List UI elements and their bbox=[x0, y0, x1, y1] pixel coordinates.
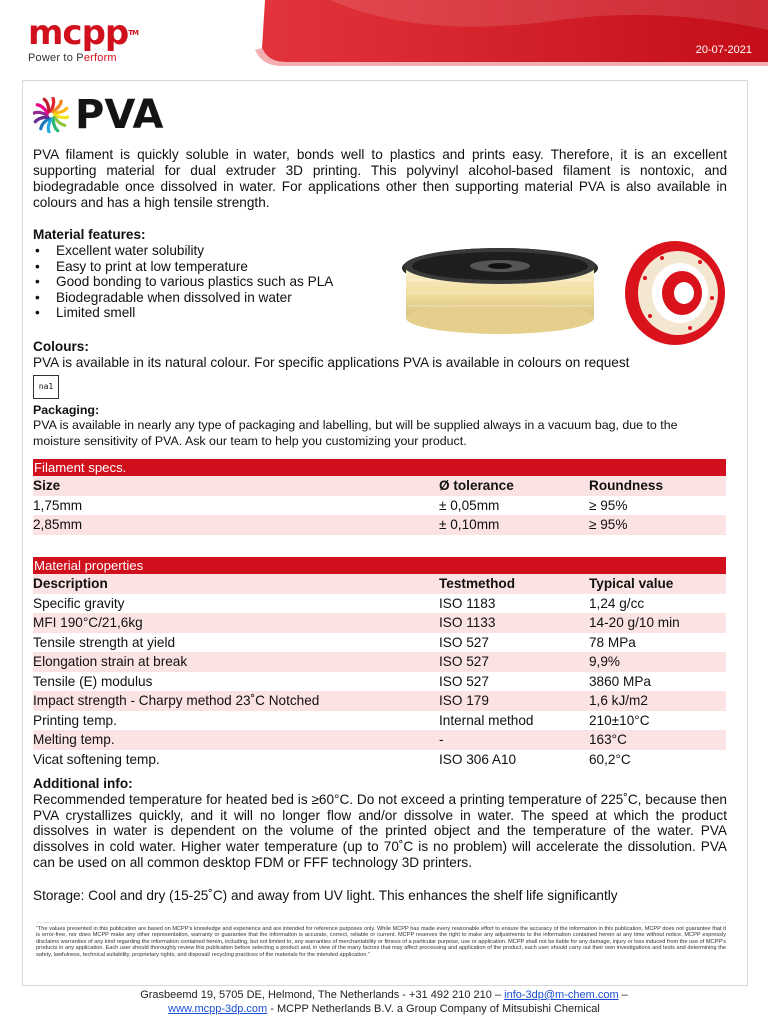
table-row bbox=[33, 515, 726, 535]
packaging-heading: Packaging: bbox=[33, 403, 100, 417]
list-item: • Excellent water solubility bbox=[33, 243, 413, 259]
column-header: Ø tolerance bbox=[439, 478, 514, 493]
table-cell: 60,2°C bbox=[589, 751, 631, 767]
table-cell: 163°C bbox=[589, 732, 627, 747]
logo-tagline: Power to Perform bbox=[28, 52, 117, 64]
table-row bbox=[33, 672, 726, 692]
product-heading bbox=[33, 92, 164, 138]
footer-company: - MCPP Netherlands B.V. a Group Company of Mitsubishi Chemical bbox=[267, 1003, 600, 1015]
table-cell: Elongation strain at break bbox=[33, 654, 188, 669]
table-cell: Tensile (E) modulus bbox=[33, 673, 153, 689]
footer-line-1: Grasbeemd 19, 5705 DE, Helmond, The Netherlands - +31 492 210 210 – info-3dp@m-chem.com – bbox=[140, 989, 628, 1001]
table-cell: 9,9% bbox=[589, 654, 620, 669]
list-item: • Easy to print at low temperature bbox=[33, 259, 413, 275]
colours-heading: Colours: bbox=[33, 339, 89, 354]
footer-address: Grasbeemd 19, 5705 DE, Helmond, The Netherlands - +31 492 210 210 – bbox=[140, 989, 505, 1001]
additional-info-section bbox=[33, 776, 727, 871]
column-header: Testmethod bbox=[439, 576, 516, 591]
colours-text: PVA is available in its natural colour. For specific applications PVA is available in colours on request bbox=[33, 355, 630, 370]
additional-text: Recommended temperature for heated bed is ≥60°C. Do not exceed a printing temperature of 225˚C, because then PVA crystallizes quickly, and it will no longer flow and/or dissolve in water. The speed at which the product dissolves in water is dependent on the volume of the printed object and the temperature of the water. PVA dissolves in cold water. Higher water temperature (up to 70˚C is no problem) will accelerate the dissolution. PVA can be used on all common desktop FDM or FFF technology 3D printers. bbox=[33, 791, 727, 870]
table-cell: Melting temp. bbox=[33, 732, 115, 747]
mcpp-logo bbox=[28, 13, 139, 64]
table-cell: 2,85mm bbox=[33, 517, 83, 532]
table-title: Filament specs. bbox=[33, 459, 726, 476]
table-title: Material properties bbox=[33, 557, 726, 574]
table-row bbox=[33, 594, 726, 614]
packaging-text: PVA is available in nearly any type of packaging and labelling, but will be supplied always in a vacuum bag, due to the moisture sensitivity of PVA. Ask our team to help you customizing your product. bbox=[33, 418, 678, 448]
page-footer bbox=[0, 988, 768, 1016]
table-cell: Printing temp. bbox=[33, 712, 117, 728]
column-header: Typical value bbox=[589, 576, 674, 591]
table-cell: Vicat softening temp. bbox=[33, 751, 160, 767]
table-cell: 1,24 g/cc bbox=[589, 595, 645, 611]
document-date: 20-07-2021 bbox=[695, 44, 752, 56]
product-intro: PVA filament is quickly soluble in water, bonds well to plastics and prints easy. Therefore, it is an excellent supporting material for dual extruder 3D printing. This polyvinyl alcohol-based filament is nontoxic, and biodegradable once dissolved in water. For applications other then supporting material PVA is also available in colours and has a high tensile strength. bbox=[33, 147, 727, 210]
table-cell: 14-20 g/10 min bbox=[589, 615, 680, 630]
table-row bbox=[33, 613, 726, 633]
table-cell: ± 0,05mm bbox=[439, 497, 500, 513]
logo-wordmark: mcpp bbox=[28, 13, 129, 53]
table-cell: 1,75mm bbox=[33, 497, 83, 513]
table-row bbox=[33, 633, 726, 653]
material-features bbox=[33, 227, 413, 321]
material-properties-table bbox=[33, 557, 726, 769]
column-header: Description bbox=[33, 576, 108, 591]
product-title: PVA bbox=[75, 92, 164, 138]
list-item: • Limited smell bbox=[33, 305, 413, 321]
column-header: Size bbox=[33, 478, 61, 493]
storage-text: Storage: Cool and dry (15-25˚C) and away from UV light. This enhances the shelf life significantly bbox=[33, 888, 618, 903]
table-row bbox=[33, 711, 726, 731]
table-row bbox=[33, 496, 726, 516]
table-cell: Specific gravity bbox=[33, 595, 125, 611]
column-header: Roundness bbox=[589, 478, 664, 493]
table-cell: Internal method bbox=[439, 712, 534, 728]
table-cell: ISO 527 bbox=[439, 673, 489, 689]
table-cell: MFI 190°C/21,6kg bbox=[33, 615, 143, 630]
table-header-row bbox=[33, 574, 726, 594]
filament-specs-table bbox=[33, 459, 726, 535]
table-row bbox=[33, 691, 726, 711]
table-header-row bbox=[33, 476, 726, 496]
logo-trademark: TM bbox=[128, 29, 139, 37]
filament-spool-image bbox=[400, 238, 730, 348]
table-cell: ± 0,10mm bbox=[439, 517, 500, 532]
list-item: • Biodegradable when dissolved in water bbox=[33, 290, 413, 306]
additional-heading: Additional info: bbox=[33, 776, 133, 791]
email-link[interactable]: info-3dp@m-chem.com bbox=[504, 989, 619, 1001]
table-cell: ISO 527 bbox=[439, 654, 489, 669]
table-cell: 3860 MPa bbox=[589, 673, 651, 689]
colour-swatch-natural: na1 bbox=[33, 375, 59, 399]
table-row bbox=[33, 750, 726, 770]
table-cell: ISO 527 bbox=[439, 634, 489, 650]
table-cell: ISO 1133 bbox=[439, 615, 496, 630]
features-list bbox=[33, 243, 413, 321]
packaging-section bbox=[33, 403, 727, 449]
table-cell: ISO 1183 bbox=[439, 595, 496, 611]
table-cell: 210±10°C bbox=[589, 712, 650, 728]
disclaimer-text: “The values presented in this publication are based on MCPP’s knowledge and experience and are intended for reference purposes only. While MCPP has made every reasonable effort to ensure the accuracy of the information in this publication, MCPP does not guarantee that it is error-free, nor does MCPP make any other representation, warranty or guarantee that the information is accurate, correct, reliable or current. MCPP reserves the right to make any adjustments to the information contained herein at any time without notice. MCPP expressly disclaims warranties of any kind regarding the information contained herein, including, but not limited to, any warranties of merchantability or fitness of a particular purpose, use or application. MCPP shall not be liable for any damage, injury or loss induced from the use of MCPP’s products in any application. Each user should thoroughly review this publication before selecting a product and, in view of the many factors that may affect processing and application of the product, each user should carry out their own investigations and tests and determining the safety, lawfulness, technical suitability, proprietary rights, and disposal/ recycling practices of the materials for the intended application.” bbox=[36, 922, 726, 958]
table-cell: Impact strength - Charpy method 23˚C Notched bbox=[33, 693, 320, 708]
table-cell: ≥ 95% bbox=[589, 517, 628, 532]
table-cell: 78 MPa bbox=[589, 634, 636, 650]
table-cell: ISO 306 A10 bbox=[439, 751, 517, 767]
colours-section bbox=[33, 339, 727, 371]
table-cell: Tensile strength at yield bbox=[33, 634, 176, 650]
table-cell: ≥ 95% bbox=[589, 497, 628, 513]
table-row bbox=[33, 652, 726, 672]
table-row bbox=[33, 730, 726, 750]
color-wheel-icon bbox=[33, 97, 69, 133]
list-item: • Good bonding to various plastics such as PLA bbox=[33, 274, 413, 290]
features-heading: Material features: bbox=[33, 227, 146, 242]
page-header bbox=[0, 0, 768, 72]
table-cell: ISO 179 bbox=[439, 693, 489, 708]
table-cell: 1,6 kJ/m2 bbox=[589, 693, 648, 708]
table-cell: - bbox=[439, 732, 444, 747]
website-link[interactable]: www.mcpp-3dp.com bbox=[168, 1003, 268, 1015]
footer-line-2 bbox=[0, 1002, 768, 1016]
